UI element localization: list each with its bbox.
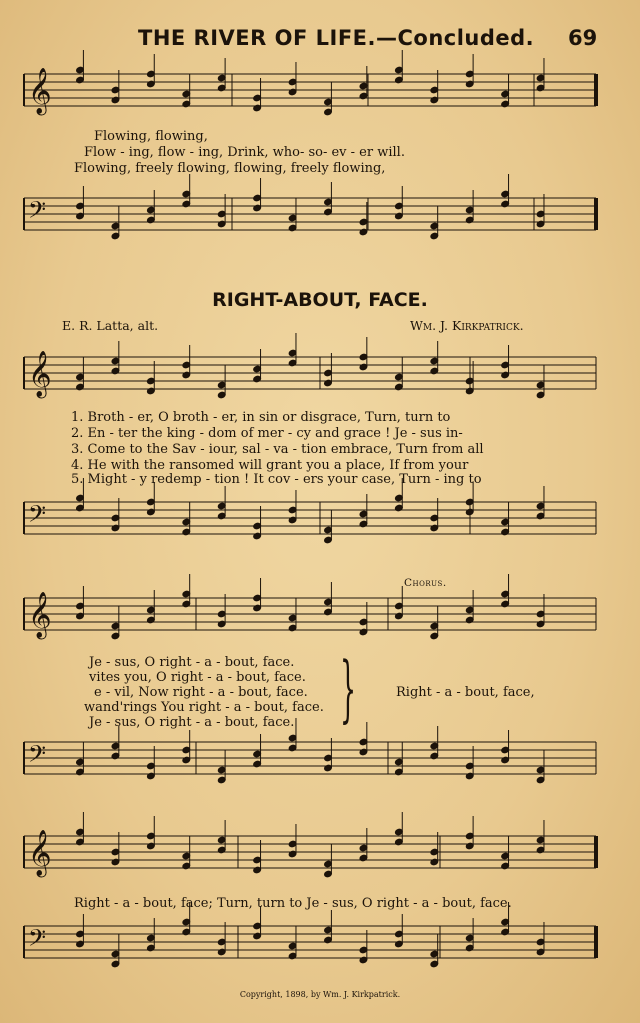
bass-clef: 𝄢	[28, 924, 47, 957]
refrain-line-4: wand'rings You right - a - bout, face.	[84, 700, 324, 715]
chorus-response: Right - a - bout, face,	[396, 685, 535, 700]
verse-line-4: 4. He with the ransomed will grant you a place, If from your	[71, 458, 469, 473]
refrain-line-5: Je - sus, O right - a - bout, face.	[89, 715, 295, 730]
bass-clef: 𝄢	[28, 196, 47, 229]
verse-line-1: 1. Broth - er, O broth - er, in sin or disgrace, Turn, turn to	[71, 410, 451, 425]
bass-clef: 𝄢	[28, 500, 47, 533]
refrain-line-3: e - vil, Now right - a - bout, face.	[94, 685, 308, 700]
top-lyric-line-3: Flowing, freely flowing, flowing, freely flowing,	[74, 161, 386, 176]
refrain-line-2: vites you, O right - a - bout, face.	[89, 670, 306, 685]
top-lyric-line-2: Flow - ing, flow - ing, Drink, who- so- ev - er will.	[84, 145, 405, 160]
final-lyric-line: Right - a - bout, face; Turn, turn to Je - sus, O right - a - bout, face.	[74, 896, 512, 911]
top-lyric-line-1: Flowing, flowing,	[94, 129, 208, 144]
verse-line-2: 2. En - ter the king - dom of mer - cy and grace ! Je - sus in-	[71, 426, 463, 441]
verse-line-5: 5. Might - y redemp - tion ! It cov - ers your case, Turn - ing to	[71, 472, 482, 487]
chorus-label: Chorus.	[404, 577, 447, 589]
treble-clef: 𝄞	[28, 592, 52, 638]
author-credit: E. R. Latta, alt.	[62, 318, 159, 333]
refrain-line-1: Je - sus, O right - a - bout, face.	[89, 655, 295, 670]
treble-clef: 𝄞	[28, 68, 52, 114]
copyright-notice: Copyright, 1898, by Wm. J. Kirkpatrick.	[239, 990, 401, 999]
verse-line-3: 3. Come to the Sav - iour, sal - va - tion embrace, Turn from all	[71, 442, 484, 457]
treble-clef: 𝄞	[28, 351, 52, 397]
treble-clef: 𝄞	[28, 830, 52, 876]
brace: }	[340, 646, 357, 730]
bass-clef: 𝄢	[28, 740, 47, 773]
composer-credit: Wm. J. Kirkpatrick.	[410, 318, 524, 333]
running-title: THE RIVER OF LIFE.—Concluded.	[138, 26, 535, 50]
page-number: 69	[568, 26, 598, 50]
hymn-title: RIGHT-ABOUT, FACE.	[212, 289, 428, 311]
